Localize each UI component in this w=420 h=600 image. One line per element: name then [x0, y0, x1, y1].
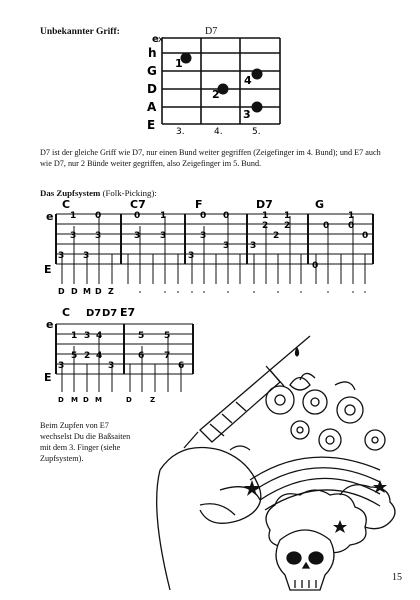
explanation-paragraph: D7 ist der gleiche Griff wie D7, nur einen Bund weiter gegriffen (Zeigefinger im 4. Bund); und E7 auch wie D7, nur 2 Bünde weiter gegriffen, also Zeigefinger im 5. Bund.: [40, 148, 381, 168]
tab1-beat-dots: [139, 291, 366, 293]
tab1-note: 0: [134, 211, 141, 221]
tab1-note: 3: [250, 241, 257, 251]
string-label-G: G: [147, 64, 157, 78]
tab1-bass-label: Z: [108, 287, 114, 296]
string-label-e: e: [152, 34, 159, 45]
section-title-unknown-chord: Unbekannter Griff:: [40, 27, 120, 37]
tab2-bass-label: Z: [150, 396, 156, 404]
tab1-note: 3: [200, 231, 207, 241]
tab2-bass-label: D: [83, 396, 89, 404]
tab2-bass-label: D: [58, 396, 64, 404]
tab1-note: 0: [323, 221, 330, 231]
tab1-note: 2: [273, 231, 280, 241]
chord-diagram: [140, 30, 290, 140]
tab1-note: 0: [348, 221, 355, 231]
finger-dot-3: [252, 102, 263, 113]
tab1-note: 3: [223, 241, 230, 251]
tab2-string-e: e: [46, 318, 54, 331]
tab2-note: 6: [138, 351, 145, 361]
tab1-stems: [62, 216, 365, 284]
tab1-bass-label: D: [71, 287, 78, 296]
tab2-note: 4: [96, 351, 103, 361]
fret-number-4: 4.: [214, 127, 223, 137]
tab2-note: 6: [178, 361, 185, 371]
tab1-note: 0: [312, 261, 319, 271]
tab2-note: 3: [84, 331, 91, 341]
rainbow-icon: [250, 457, 380, 510]
finger-dot-4: [252, 69, 263, 80]
zupfsystem-title-bold: Das Zupfsystem: [40, 188, 101, 198]
tab1-note: 3: [95, 231, 102, 241]
tab1-note: 0: [362, 231, 369, 241]
chord-name-heading: D7: [205, 26, 218, 37]
zupfsystem-title-rest: (Folk-Picking):: [100, 188, 157, 198]
tab2-note: 5: [138, 331, 145, 341]
hand-icon: [157, 446, 261, 590]
tab1-note: 1: [284, 211, 291, 221]
tab1-note: 2: [262, 221, 269, 231]
diagram-frets: [162, 38, 280, 124]
tab1-chord-G: G: [315, 198, 325, 211]
tab2-chord-D7: D7: [86, 308, 102, 319]
picking-tab-1: [38, 196, 378, 302]
tab1-note: 0: [95, 211, 102, 221]
tab1-note: 1: [160, 211, 167, 221]
mute-mark: x: [158, 35, 164, 45]
tab1-note: 3: [160, 231, 167, 241]
tab1-note: 0: [223, 211, 230, 221]
tab1-note: 3: [188, 251, 195, 261]
tab2-string-E: E: [44, 371, 52, 384]
side-note: Beim Zupfen von E7 wechselst Du die Baßsaiten mit dem 3. Finger (siehe Zupfsystem).: [40, 421, 131, 463]
tab1-string-E: E: [44, 263, 52, 276]
tab1-note: 1: [262, 211, 269, 221]
string-label-E: E: [147, 118, 156, 132]
tab2-note: 3: [58, 361, 65, 371]
diagram-strings: [162, 38, 280, 124]
tab1-bass-label: D: [58, 287, 65, 296]
fret-number-3: 3.: [176, 127, 185, 137]
tab2-bass-label: M: [71, 396, 78, 404]
tab2-note: 5: [71, 351, 78, 361]
page-number: 15: [392, 572, 402, 583]
tab1-note: 3: [83, 251, 90, 261]
tab1-note: 0: [200, 211, 207, 221]
tab2-note: 3: [108, 361, 115, 371]
tab1-note: 1: [348, 211, 355, 221]
tab2-note: 5: [164, 331, 171, 341]
string-label-h: h: [148, 46, 157, 60]
tab1-chord-F: F: [195, 198, 203, 211]
tab1-chord-C: C: [62, 198, 71, 211]
tab2-bass-label: D: [126, 396, 132, 404]
finger-number-1: 1: [175, 57, 183, 70]
tab1-note: 2: [284, 221, 291, 231]
string-label-D: D: [147, 82, 157, 96]
string-label-A: A: [147, 100, 157, 114]
tab2-note: 4: [96, 331, 103, 341]
tab1-chord-D7: D7: [256, 198, 273, 211]
finger-number-4: 4: [244, 74, 252, 87]
tab2-note: 1: [71, 331, 78, 341]
tab2-chord-C: C: [62, 306, 71, 319]
tab2-note: 7: [164, 351, 171, 361]
tab1-chord-C7: C7: [130, 198, 146, 211]
tab2-note: 2: [84, 351, 91, 361]
tab2-chord-E7: E7: [120, 306, 136, 319]
finger-number-3: 3: [243, 108, 251, 121]
skull-icon: [276, 530, 334, 590]
finger-number-2: 2: [212, 88, 220, 101]
tab1-note: 3: [58, 251, 65, 261]
tab1-note: 3: [70, 231, 77, 241]
tab1-note: 3: [134, 231, 141, 241]
tab1-string-e: e: [46, 210, 54, 223]
tab1-bass-label: D: [95, 287, 102, 296]
tab1-note: 1: [70, 211, 77, 221]
tab2-chord-D7b: D7: [102, 308, 118, 319]
illustration: [140, 330, 410, 595]
tab2-bass-label: M: [95, 396, 102, 404]
tab1-bass-label: M: [83, 287, 91, 296]
fret-number-5: 5.: [252, 127, 261, 137]
